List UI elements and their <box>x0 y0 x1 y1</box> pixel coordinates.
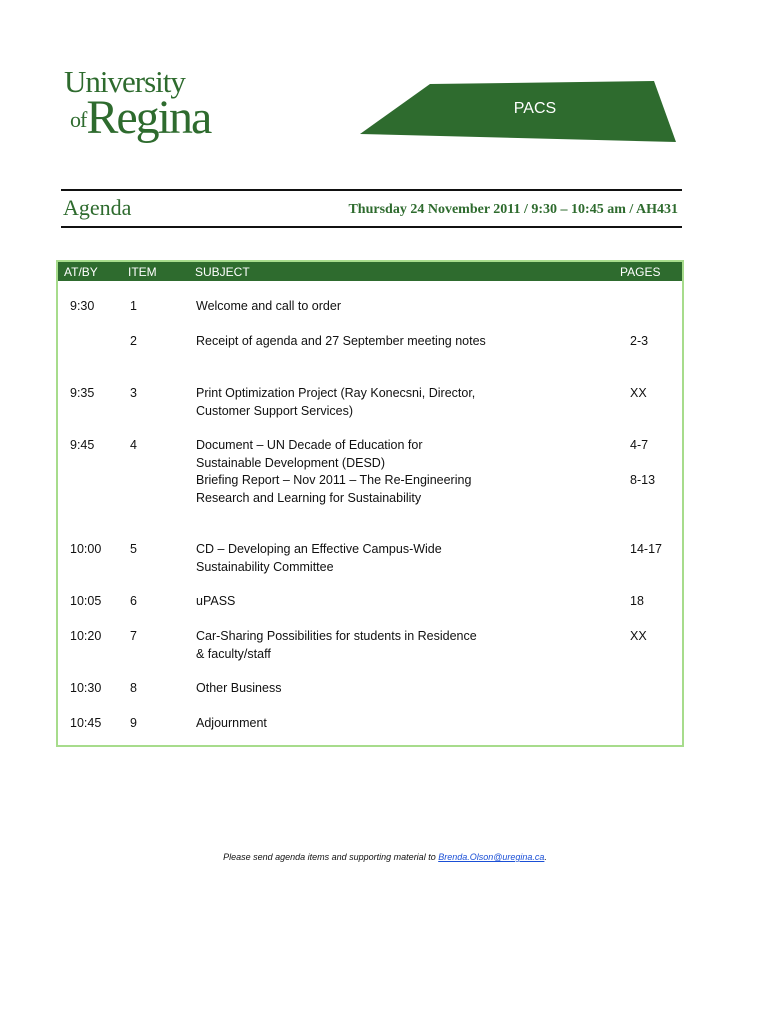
row-pages: 2-3 <box>630 334 649 348</box>
column-header-item: ITEM <box>128 265 157 279</box>
row-subject: Other Business <box>196 681 282 695</box>
row-item: 1 <box>130 299 137 313</box>
table-header <box>58 262 682 281</box>
logo-of-text: of <box>70 107 87 132</box>
row-pages: 4-7 <box>630 438 649 452</box>
row-subject: Car-Sharing Possibilities for students in Residence & faculty/staff <box>196 629 477 661</box>
bottom-rule <box>61 226 682 228</box>
row-time: 9:45 <box>70 438 95 452</box>
row-time: 10:30 <box>70 681 102 695</box>
top-rule <box>61 189 682 191</box>
row-item: 2 <box>130 334 137 348</box>
row-subject: Briefing Report – Nov 2011 – The Re-Engineering Research and Learning for Sustainability <box>196 473 472 505</box>
footer-text: Please send agenda items and supporting material to <box>223 852 439 862</box>
row-item: 9 <box>130 716 137 730</box>
footer-period: . <box>544 852 547 862</box>
row-subject: Receipt of agenda and 27 September meeting notes <box>196 334 486 348</box>
row-item: 6 <box>130 594 137 608</box>
row-item: 5 <box>130 542 137 556</box>
banner-label: PACS <box>513 100 557 117</box>
contact-email-link[interactable]: Brenda.Olson@uregina.ca <box>438 852 545 862</box>
row-subject: Document – UN Decade of Education for Sustainable Development (DESD) <box>196 438 423 470</box>
row-pages: 8-13 <box>630 473 656 487</box>
column-header-subject: SUBJECT <box>195 265 250 279</box>
row-item: 8 <box>130 681 137 695</box>
row-pages: XX <box>630 386 647 400</box>
row-subject: Adjournment <box>196 716 267 730</box>
row-time: 9:30 <box>70 299 95 313</box>
row-time: 10:20 <box>70 629 102 643</box>
row-time: 10:45 <box>70 716 102 730</box>
agenda-table <box>56 260 684 747</box>
row-pages: 14-17 <box>630 542 662 556</box>
row-item: 4 <box>130 438 137 452</box>
logo-university-text: University <box>64 64 185 99</box>
page-title: Agenda <box>63 195 132 220</box>
meeting-info: Thursday 24 November 2011 / 9:30 – 10:45 am / AH431 <box>348 202 678 217</box>
row-subject: Print Optimization Project (Ray Konecsni, Director, Customer Support Services) <box>196 386 476 418</box>
footer-note <box>0 852 770 862</box>
row-time: 10:05 <box>70 594 102 608</box>
logo-regina-text: Regina <box>86 91 211 144</box>
row-pages: 18 <box>630 594 644 608</box>
column-header-pages: PAGES <box>620 265 661 279</box>
row-subject: uPASS <box>196 594 236 608</box>
row-time: 9:35 <box>70 386 95 400</box>
row-time: 10:00 <box>70 542 102 556</box>
column-header-time: AT/BY <box>64 265 98 279</box>
row-subject: Welcome and call to order <box>196 299 341 313</box>
row-pages: XX <box>630 629 647 643</box>
row-subject: CD – Developing an Effective Campus-Wide Sustainability Committee <box>196 542 442 574</box>
row-item: 7 <box>130 629 137 643</box>
row-item: 3 <box>130 386 137 400</box>
